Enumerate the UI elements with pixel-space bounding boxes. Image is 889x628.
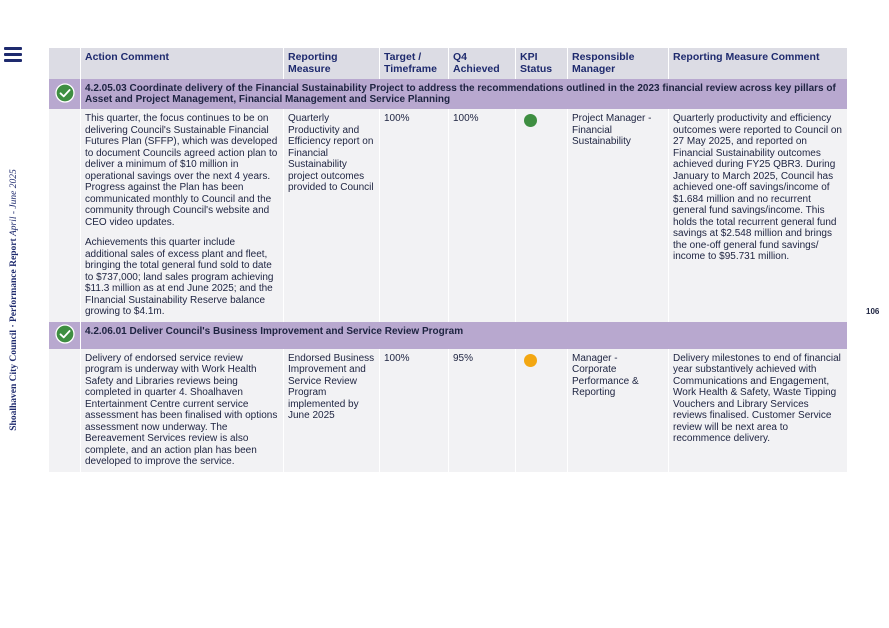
kpi-status-dot xyxy=(524,354,537,367)
table-row xyxy=(49,349,848,472)
q4-achieved: 100% xyxy=(449,109,516,322)
header-q4-achieved: Q4 Achieved xyxy=(449,48,516,79)
q4-achieved: 95% xyxy=(449,349,516,472)
target: 100% xyxy=(380,109,449,322)
header-icon-col xyxy=(49,48,81,79)
table-row xyxy=(49,109,848,322)
kpi-status xyxy=(516,349,568,472)
responsible-manager: Project Manager - Financial Sustainability xyxy=(568,109,669,322)
measure-comment: Quarterly productivity and efficiency outcomes were reported to Council on 27 May 2025, and reported on Financial Sustainability outcomes achieved during FY25 QBR3. During January to March 2025, Council has achieved one-off savings/income of $1.684 million and no recurrent general fund savings/income. This holds the total recurrent general fund savings at $2.548 million and brings the one-off general fund savings/ income to $95.731 million. xyxy=(669,109,848,322)
target: 100% xyxy=(380,349,449,472)
action-row xyxy=(49,79,848,109)
action-comment: Delivery of endorsed service review program is underway with Work Health Safety and Libraries reviews being completed in quarter 4. Shoalhaven Entertainment Centre current service assessment has been finalised with options assessment now underway. The Bereavement Services review is also complete, and an action plan has been developed to improve the service. xyxy=(81,349,284,472)
header-reporting-measure: Reporting Measure xyxy=(284,48,380,79)
header-responsible-manager: Responsible Manager xyxy=(568,48,669,79)
action-title: 4.2.06.01 Deliver Council's Business Improvement and Service Review Program xyxy=(81,322,848,349)
header-measure-comment: Reporting Measure Comment xyxy=(669,48,848,79)
responsible-manager: Manager - Corporate Performance & Reporting xyxy=(568,349,669,472)
performance-table xyxy=(49,48,848,472)
header-kpi-status: KPI Status xyxy=(516,48,568,79)
kpi-status-dot xyxy=(524,114,537,127)
reporting-measure: Endorsed Business Improvement and Service Review Program implemented by June 2025 xyxy=(284,349,380,472)
header-target: Target / Timeframe xyxy=(380,48,449,79)
table-header-row xyxy=(49,48,848,79)
check-circle-icon xyxy=(55,83,75,103)
check-circle-icon xyxy=(55,324,75,344)
reporting-measure: Quarterly Productivity and Efficiency report on Financial Sustainability project outcomes provided to Council xyxy=(284,109,380,322)
action-title: 4.2.05.03 Coordinate delivery of the Financial Sustainability Project to address the recommendations outlined in the 2023 financial review across key pillars of Asset and Project Management, Financial Management and Service Planning xyxy=(81,79,848,109)
status-cell xyxy=(49,322,81,349)
page-number: 106 xyxy=(866,307,880,316)
status-cell xyxy=(49,79,81,109)
action-row xyxy=(49,322,848,349)
menu-icon[interactable] xyxy=(4,47,22,63)
header-action-comment: Action Comment xyxy=(81,48,284,79)
action-comment: This quarter, the focus continues to be on delivering Council's Sustainable Financial Futures Plan (SFFP), which was developed to document Councils agreed action plan to deliver a minimum of $10 million in operational savings over the next 4 years. Progress against the Plan has been communicated monthly to Council and the community through Council's website and CEO video updates. Achievements this quarter include additional sales of excess plant and fleet, bringing the total general fund sold to date to $737,000; land sales program achieving $11.3 million as at end June 2025; and the FInancial Sustainability Reserve balance growing to $4.1m. xyxy=(81,109,284,322)
sidebar-title: Shoalhaven City Council · Performance Report April - June 2025 xyxy=(9,169,19,431)
kpi-status xyxy=(516,109,568,322)
measure-comment: Delivery milestones to end of financial year substantively achieved with Communications and Engagement, Work Health & Safety, Waste Tipping Vouchers and Library Services reviews finalised. Customer Service review will be next area to recommence delivery. xyxy=(669,349,848,472)
